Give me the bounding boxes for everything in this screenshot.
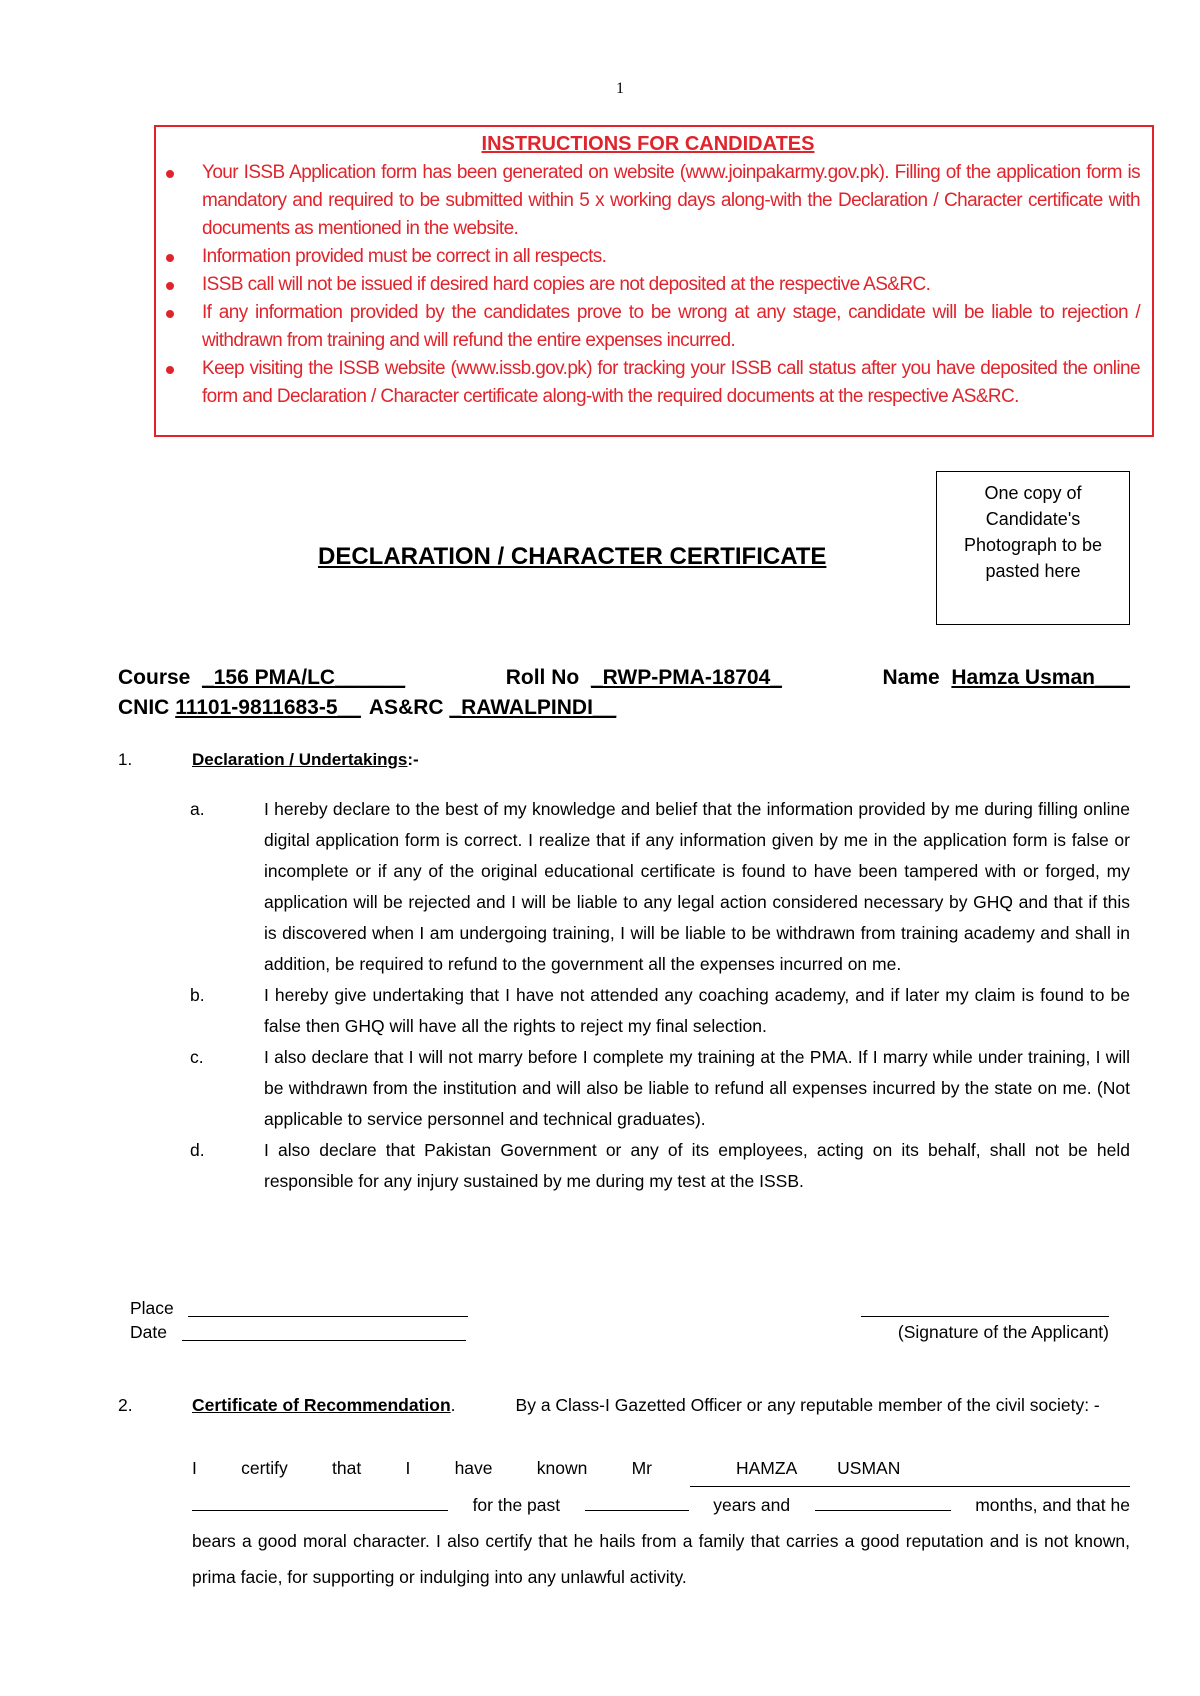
section-title-suffix: .: [450, 1395, 456, 1415]
section-number: 1.: [118, 750, 133, 769]
instruction-text: ISSB call will not be issued if desired hard copies are not deposited at the respective AS&RC.: [202, 274, 931, 295]
bullet-icon: [166, 170, 174, 178]
photo-box-line: pasted here: [985, 561, 1081, 581]
asrc-value: _RAWALPINDI__: [449, 696, 617, 719]
section-suffix: :-: [407, 750, 419, 769]
instruction-item: [156, 355, 1140, 411]
section-title: Certificate of Recommendation: [192, 1395, 451, 1415]
item-text: I hereby declare to the best of my knowledge and belief that the information provided by me during filling online digital application form is correct. I realize that if any information given by me in the application form is false or incomplete or if any of the original educational certificate is found to have been tampered with or forged, my application will be rejected and I will be liable to any legal action considered necessary by GHQ and that if this is discovered when I am undergoing training, I will be liable to be withdrawn from training academy and shall in addition, be required to refund to the government all the expenses incurred on me.: [264, 799, 1130, 974]
name-continuation-field[interactable]: [192, 1488, 448, 1511]
bullet-icon: [166, 254, 174, 262]
instruction-text: Keep visiting the ISSB website (www.issb.gov.pk) for tracking your ISSB call status after you have deposited the online form and Declaration / Character certificate along-with the required documents at the respective AS&RC.: [202, 358, 1140, 407]
section-intro: By a Class-I Gazetted Officer or any reputable member of the civil society: -: [515, 1395, 1100, 1415]
cnic-field: [118, 696, 361, 720]
instruction-item: [156, 243, 1140, 271]
instruction-text: Your ISSB Application form has been generated on website (www.joinpakarmy.gov.pk). Filling of the application form is mandatory and required to be submitted within 5 x working days along-with the Declaration / Character certificate with documents as mentioned in the website.: [202, 162, 1140, 239]
page-number: 1: [616, 80, 624, 97]
roll-field: [506, 666, 782, 690]
place-label: Place: [130, 1298, 174, 1318]
name-field: [883, 666, 1130, 690]
signature-caption: (Signature of the Applicant): [897, 1322, 1109, 1342]
candidate-info-line-2: [118, 696, 1130, 720]
item-text: I hereby give undertaking that I have not attended any coaching academy, and if later my claim is found to be false then GHQ will have all the rights to reject my final selection.: [264, 985, 1130, 1036]
signature-field[interactable]: [861, 1298, 1109, 1317]
certify-prefix-row: [192, 1450, 652, 1486]
section-title: Declaration / Undertakings: [192, 750, 408, 769]
months-label: months, and that he: [975, 1495, 1130, 1515]
declaration-item: [190, 980, 1130, 1042]
certify-word: certify: [241, 1458, 288, 1478]
date-row: [130, 1322, 1130, 1346]
name-label: Name: [882, 666, 940, 689]
photo-box-line: Photograph to be: [963, 535, 1103, 555]
item-letter: c.: [190, 1047, 204, 1067]
signature-block: [130, 1298, 1130, 1346]
bullet-icon: [166, 282, 174, 290]
bullet-icon: [166, 366, 174, 374]
certify-line: [192, 1450, 1130, 1487]
photo-box-line: Candidate's: [985, 509, 1081, 529]
section-2-heading: [118, 1390, 1130, 1420]
instruction-item: [156, 271, 1140, 299]
declaration-item: [190, 1042, 1130, 1135]
declaration-item: [190, 794, 1130, 980]
item-letter: d.: [190, 1140, 205, 1160]
name-value: Hamza Usman___: [951, 666, 1130, 689]
photo-placeholder-box: [936, 471, 1130, 625]
instruction-text: Information provided must be correct in all respects.: [202, 246, 607, 267]
bullet-icon: [166, 310, 174, 318]
instruction-item: [156, 159, 1140, 243]
place-row: [130, 1298, 1130, 1322]
years-field[interactable]: [585, 1488, 689, 1511]
photo-box-line: One copy of: [984, 483, 1082, 503]
certificate-text: bears a good moral character. I also certify that he hails from a family that carries a good reputation and is not known, prima facie, for supporting or indulging into any unlawful activity.: [192, 1531, 1130, 1587]
asrc-field: [369, 696, 616, 720]
certify-word: I: [192, 1458, 197, 1478]
instruction-item: [156, 299, 1140, 355]
instructions-title: INSTRUCTIONS FOR CANDIDATES: [481, 133, 815, 155]
place-field[interactable]: [188, 1298, 468, 1317]
cnic-value: 11101-9811683-5__: [175, 696, 361, 719]
item-letter: b.: [190, 985, 205, 1005]
certificate-body: [192, 1450, 1130, 1595]
certify-word: Mr: [631, 1458, 652, 1478]
item-letter: a.: [190, 799, 205, 819]
instruction-text: If any information provided by the candidates prove to be wrong at any stage, candidate will be liable to rejection / withdrawn from training and will refund the entire expenses incurred.: [202, 302, 1140, 351]
section-1-heading: [118, 750, 419, 770]
course-label: Course: [118, 666, 191, 689]
date-label: Date: [130, 1322, 167, 1342]
asrc-label: AS&RC: [368, 696, 444, 719]
course-blank: ____: [358, 666, 406, 689]
roll-label: Roll No: [505, 666, 580, 689]
item-text: I also declare that Pakistan Government or any of its employees, acting on its behalf, shall not be held responsible for any injury sustained by me during my test at the ISSB.: [264, 1140, 1130, 1191]
certify-word: I: [405, 1458, 411, 1478]
course-field: [118, 666, 405, 690]
certify-name-field[interactable]: HAMZA USMAN: [690, 1450, 1130, 1487]
instructions-list: [156, 159, 1140, 411]
section-number: 2.: [118, 1395, 133, 1415]
certify-word: have: [454, 1458, 493, 1478]
declaration-item: [190, 1135, 1130, 1197]
years-and-label: years and: [713, 1495, 791, 1515]
course-value: _156 PMA/LC__: [202, 666, 359, 689]
instructions-box: [154, 125, 1154, 437]
candidate-info-line-1: [118, 666, 1130, 690]
certify-word: known: [536, 1458, 588, 1478]
for-the-past-label: for the past: [472, 1495, 561, 1515]
certify-word: that: [332, 1458, 362, 1478]
cnic-label: CNIC: [118, 696, 170, 719]
duration-line: [192, 1487, 1130, 1523]
months-field[interactable]: [815, 1488, 951, 1511]
declaration-items: [190, 794, 1130, 1197]
date-field[interactable]: [182, 1322, 466, 1341]
item-text: I also declare that I will not marry before I complete my training at the PMA. If I marry while under training, I will be withdrawn from the institution and will also be liable to refund all expenses incurred by the state on me. (Not applicable to service personnel and technical graduates).: [264, 1047, 1130, 1129]
roll-value: _RWP-PMA-18704_: [590, 666, 782, 689]
document-title: DECLARATION / CHARACTER CERTIFICATE: [318, 543, 827, 570]
